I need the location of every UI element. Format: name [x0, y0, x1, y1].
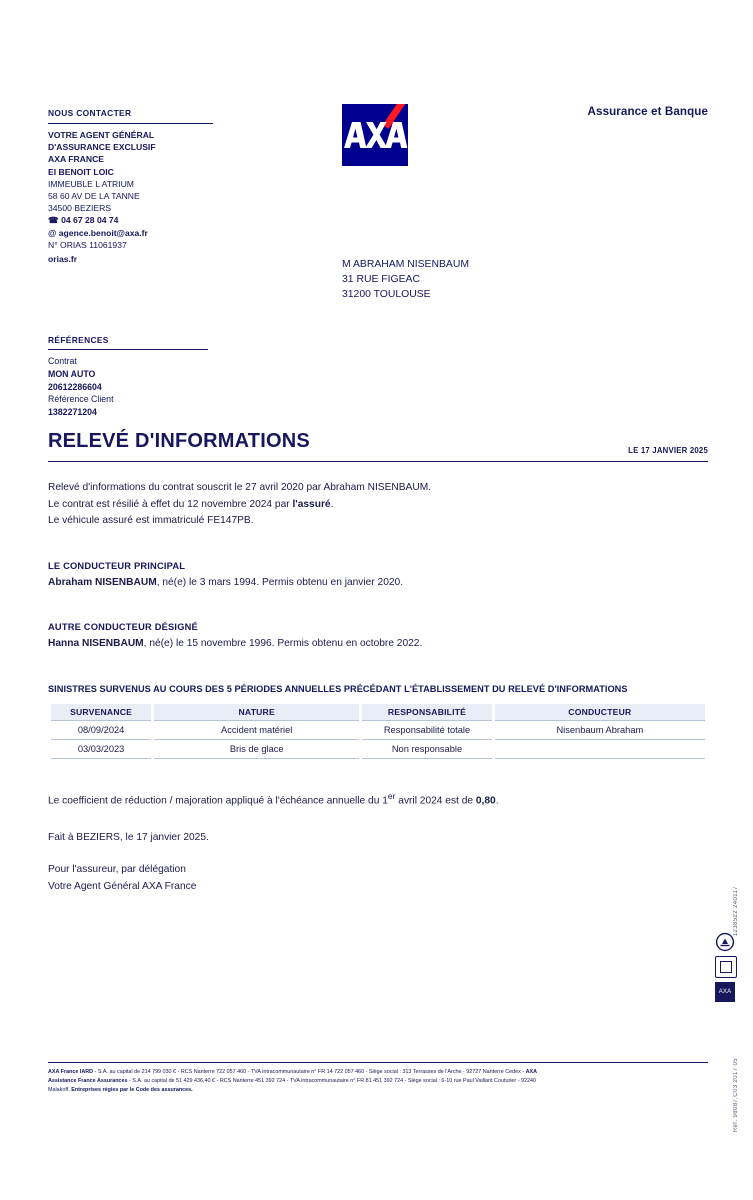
references-section-title: RÉFÉRENCES: [48, 334, 208, 350]
title-divider: [48, 461, 708, 462]
intro-paragraph: [48, 480, 431, 530]
side-code-1: 1238522 240117: [733, 886, 739, 937]
signature-line-2: Votre Agent Général AXA France: [48, 880, 197, 892]
claims-column-conducteur: CONDUCTEUR: [495, 704, 705, 720]
coefficient-line: [48, 790, 499, 810]
footer-line-1: [48, 1068, 668, 1077]
footer-line-1-c: AXA: [525, 1069, 538, 1075]
document-icon: [715, 956, 737, 978]
side-pictograms: [715, 932, 737, 1006]
other-driver-name: Hanna NISENBAUM: [48, 638, 144, 649]
agent-address-1: IMMEUBLE L ATRIUM: [48, 178, 134, 189]
agent-address-3: 34500 BEZIERS: [48, 203, 112, 214]
claims-column-responsabilite: RESPONSABILITÉ: [362, 704, 491, 720]
principal-driver-line: [48, 575, 403, 592]
contract-label: Contrat: [48, 356, 77, 367]
other-driver-details: , né(e) le 15 novembre 1996. Permis obtenu en octobre 2022.: [143, 638, 423, 649]
other-driver-line: [48, 636, 422, 653]
footer-line-3: [48, 1086, 668, 1095]
footer-line-2-b: - S.A. au capital de 51 429 436,40 € - RCS Nanterre 451 392 724 - TVA intracommunautaire n° FR 81 451 392 724 - Siège social : 6-10 rue Paul Vaillant Couturier - 92240: [127, 1077, 537, 1084]
contact-section-title: NOUS CONTACTER: [48, 108, 213, 124]
claims-table-header-row: [51, 704, 705, 720]
at-icon: @: [48, 227, 57, 238]
footer-line-2-a: Assistance France Assurances: [48, 1077, 128, 1084]
coefficient-text-a: Le coefficient de réduction / majoration appliqué à l'échéance annuelle du 1: [48, 795, 388, 807]
footer-line-2: [48, 1077, 668, 1086]
principal-driver-details: , né(e) le 3 mars 1994. Permis obtenu en janvier 2020.: [156, 577, 404, 588]
claims-column-nature: NATURE: [154, 704, 359, 720]
claims-column-survenance: SURVENANCE: [51, 704, 151, 720]
axa-badge-icon: AXA: [715, 982, 735, 1002]
addressee-street: 31 RUE FIGEAC: [342, 273, 420, 285]
footer-line-3-a: Malakoff.: [48, 1086, 72, 1093]
claim-2-nature: Bris de glace: [154, 740, 359, 759]
footer-line-1-b: - S.A. au capital de 214 799 030 € - RCS Nanterre 722 057 460 - TVA intracommunautaire n° FR 14 722 057 460 - Siège social : 313 Terrasses de l'Arche - 92727 Nanterre Cedex -: [93, 1069, 526, 1075]
claims-table: [48, 704, 708, 759]
intro-line-2-c: .: [330, 498, 334, 510]
signature-block: [48, 862, 196, 895]
table-row: [51, 720, 705, 740]
principal-driver-heading: LE CONDUCTEUR PRINCIPAL: [48, 561, 186, 571]
client-ref-number: 1382271204: [48, 407, 97, 418]
addressee-block: [342, 258, 469, 302]
intro-line-2: [48, 497, 431, 514]
agent-line-1: VOTRE AGENT GÉNÉRAL: [48, 129, 155, 140]
table-row: [51, 740, 705, 759]
logo-axa-wordmark: [342, 118, 408, 152]
footer-line-1-a: AXA France IARD: [48, 1069, 94, 1075]
orias-number: N° ORIAS 11061937: [48, 239, 127, 250]
agent-line-3: AXA FRANCE: [48, 154, 105, 165]
principal-driver-name: Abraham NISENBAUM: [48, 577, 157, 588]
coefficient-value: 0,80: [475, 795, 496, 807]
recycle-icon: [715, 932, 735, 952]
agent-phone-row: [48, 214, 213, 226]
footer-divider: [48, 1062, 708, 1063]
phone-icon: ☎: [48, 215, 59, 226]
claim-1-nature: Accident matériel: [154, 720, 359, 740]
document-title: RELEVÉ D'INFORMATIONS: [48, 430, 310, 452]
intro-line-2-b: l'assuré: [292, 498, 331, 510]
contact-block: [48, 108, 213, 265]
intro-line-2-a: Le contrat est résilié à effet du 12 novembre 2024 par: [48, 498, 293, 510]
agent-phone: 04 67 28 04 74: [61, 215, 119, 226]
coefficient-text-c: .: [495, 795, 499, 807]
footer-line-3-b: Entreprises régies par le Code des assurances.: [71, 1086, 193, 1093]
addressee-name: M ABRAHAM NISENBAUM: [342, 259, 470, 270]
client-ref-label: Référence Client: [48, 394, 114, 405]
signature-line-1: Pour l'assureur, par délégation: [48, 864, 186, 875]
side-code-2: Réf. 98087.C03 2017 05: [733, 1058, 739, 1133]
legal-footer: [48, 1068, 668, 1095]
contract-number: 20612286604: [48, 381, 102, 392]
claim-1-responsabilite: Responsabilité totale: [362, 720, 491, 740]
agent-email[interactable]: agence.benoit@axa.fr: [58, 227, 148, 238]
assurance-banque-label: Assurance et Banque: [587, 105, 708, 118]
other-driver-heading: AUTRE CONDUCTEUR DÉSIGNÉ: [48, 622, 198, 632]
agent-line-4: EI BENOIT LOIC: [48, 166, 114, 177]
claim-1-survenance: 08/09/2024: [51, 720, 151, 740]
coefficient-text-b: avril 2024 est de: [395, 795, 476, 807]
addressee-city: 31200 TOULOUSE: [342, 288, 431, 300]
claim-2-conducteur: [495, 740, 705, 759]
axa-logo: [342, 104, 408, 166]
coefficient-exponent: er: [387, 791, 396, 801]
agent-email-row: [48, 227, 213, 239]
claim-1-conducteur: Nisenbaum Abraham: [495, 720, 705, 740]
contract-name: MON AUTO: [48, 368, 96, 379]
references-block: [48, 334, 208, 419]
orias-site-link[interactable]: orias.fr: [48, 253, 78, 264]
intro-line-3: Le véhicule assuré est immatriculé FE147PB.: [48, 515, 254, 527]
document-date: LE 17 JANVIER 2025: [628, 446, 708, 455]
agent-line-2: D'ASSURANCE EXCLUSIF: [48, 142, 156, 153]
intro-line-1: Relevé d'informations du contrat souscrit le 27 avril 2020 par Abraham NISENBAUM.: [48, 482, 432, 493]
claim-2-survenance: 03/03/2023: [51, 740, 151, 759]
agent-address-2: 58 60 AV DE LA TANNE: [48, 190, 140, 201]
claim-2-responsabilite: Non responsable: [362, 740, 491, 759]
claims-table-heading: SINISTRES SURVENUS AU COURS DES 5 PÉRIODES ANNUELLES PRÉCÉDANT L'ÉTABLISSEMENT DU RELEVÉ D'INFORMATIONS: [48, 684, 628, 694]
place-date-line: Fait à BEZIERS, le 17 janvier 2025.: [48, 832, 209, 843]
